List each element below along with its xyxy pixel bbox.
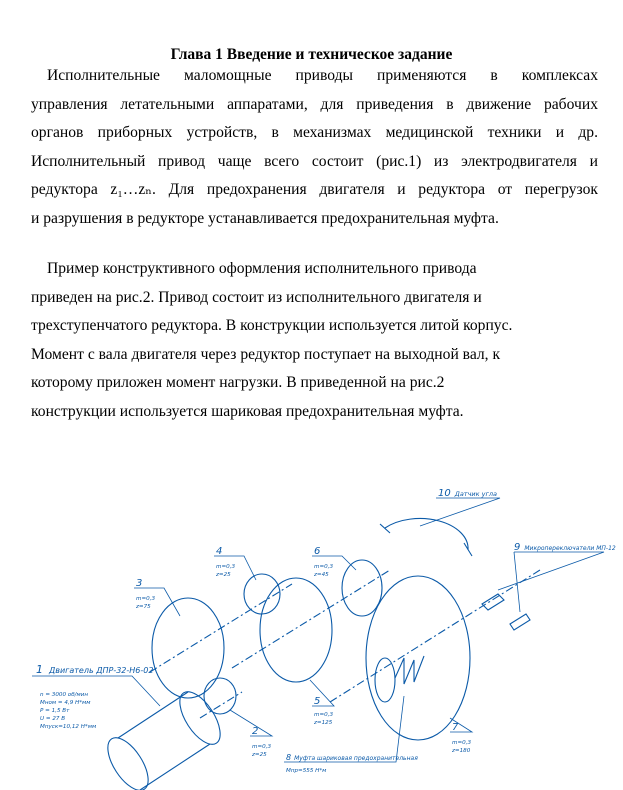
svg-text:1Двигатель ДПР-32-Н6-02	[36, 663, 153, 676]
motor-spec-1: n = 3000 об/мин	[40, 692, 89, 698]
text-line: управления летательными аппаратами, для приведения в движение рабочих	[31, 95, 598, 113]
paragraph-intro	[31, 62, 598, 234]
angle-sensor-10	[385, 518, 468, 550]
svg-text:8Муфта шариковая предохранител	[286, 753, 418, 762]
gear5-module: m=0,3	[314, 712, 334, 718]
gear2-number: 2	[252, 726, 259, 737]
text-line: Исполнительные маломощные приводы применяются в комплексах	[47, 67, 598, 84]
gear3-teeth: z=75	[136, 604, 151, 610]
clutch-name: Муфта шариковая предохранительная	[294, 755, 418, 762]
motor-spec-5: Мпуск=10,12 Н*мм	[40, 724, 97, 730]
gear-6	[342, 560, 382, 616]
switch-name: Микропереключатели МП-12	[524, 545, 616, 552]
text-line: и разрушения в редукторе устанавливается предохранительная муфта.	[31, 209, 499, 227]
gear-5	[260, 578, 332, 682]
gear2-teeth: z=25	[252, 752, 267, 758]
gear5-number: 5	[314, 696, 321, 707]
text-line: которому приложен момент нагрузки. В приведенной на рис.2	[31, 374, 445, 392]
sensor-name: Датчик угла	[454, 490, 498, 498]
text-line: конструкции используется шариковая предохранительная муфта.	[31, 402, 464, 420]
text-line: органов приборных устройств, в механизмах медицинской техники и др.	[31, 124, 598, 142]
gear4-module: m=0,3	[216, 564, 236, 570]
svg-text:10Датчик угла	[438, 488, 497, 499]
motor-drawing	[100, 685, 242, 790]
clutch-8	[375, 658, 395, 702]
gear7-number: 7	[452, 722, 459, 733]
motor-number: 1	[36, 663, 43, 676]
gear6-teeth: z=45	[314, 572, 329, 578]
text-line: Момент с вала двигателя через редуктор поступает на выходной вал, к	[31, 345, 501, 363]
switch-number: 9	[514, 542, 521, 553]
motor-spec-2: Мном = 4,9 Н*мм	[40, 700, 91, 706]
gear3-number: 3	[136, 578, 143, 589]
gear6-module: m=0,3	[314, 564, 334, 570]
gear-2	[204, 678, 236, 714]
text-line: трехступенчатого редуктора. В конструкции используется литой корпус.	[31, 317, 513, 335]
text-line: Исполнительный привод чаще всего состоит (рис.1) из электродвигателя и	[31, 152, 598, 170]
gear4-teeth: z=25	[216, 572, 231, 578]
gear3-module: m=0,3	[136, 596, 156, 602]
gear-4	[244, 574, 280, 614]
microswitch-9	[482, 594, 530, 630]
gear4-number: 4	[216, 546, 223, 557]
text-line: редуктора z₁…zₙ. Для предохранения двигателя и редуктора от перегрузок	[31, 181, 598, 199]
gear6-number: 6	[314, 546, 321, 557]
motor-name: Двигатель ДПР-32-Н6-02	[49, 666, 154, 675]
motor-spec-3: P = 1,5 Вт	[40, 708, 70, 714]
drive-kinematic-diagram	[0, 470, 623, 790]
text-line: Пример конструктивного оформления исполнительного привода	[47, 260, 477, 277]
sensor-number: 10	[438, 488, 451, 499]
motor-spec-4: U = 27 В	[40, 716, 66, 722]
gear5-teeth: z=125	[314, 720, 333, 726]
gear7-module: m=0,3	[452, 740, 472, 746]
text-line: приведен на рис.2. Привод состоит из исполнительного двигателя и	[31, 288, 482, 306]
clutch-spec: Мпр=555 Н*м	[286, 768, 327, 774]
svg-text:9Микропереключатели МП-12	[514, 542, 616, 553]
clutch-number: 8	[286, 753, 292, 762]
paragraph-example	[31, 255, 591, 427]
chapter-heading: Глава 1 Введение и техническое задание	[170, 46, 453, 63]
gear2-module: m=0,3	[252, 744, 272, 750]
gear7-teeth: z=180	[452, 748, 471, 754]
gear-7	[366, 576, 470, 740]
